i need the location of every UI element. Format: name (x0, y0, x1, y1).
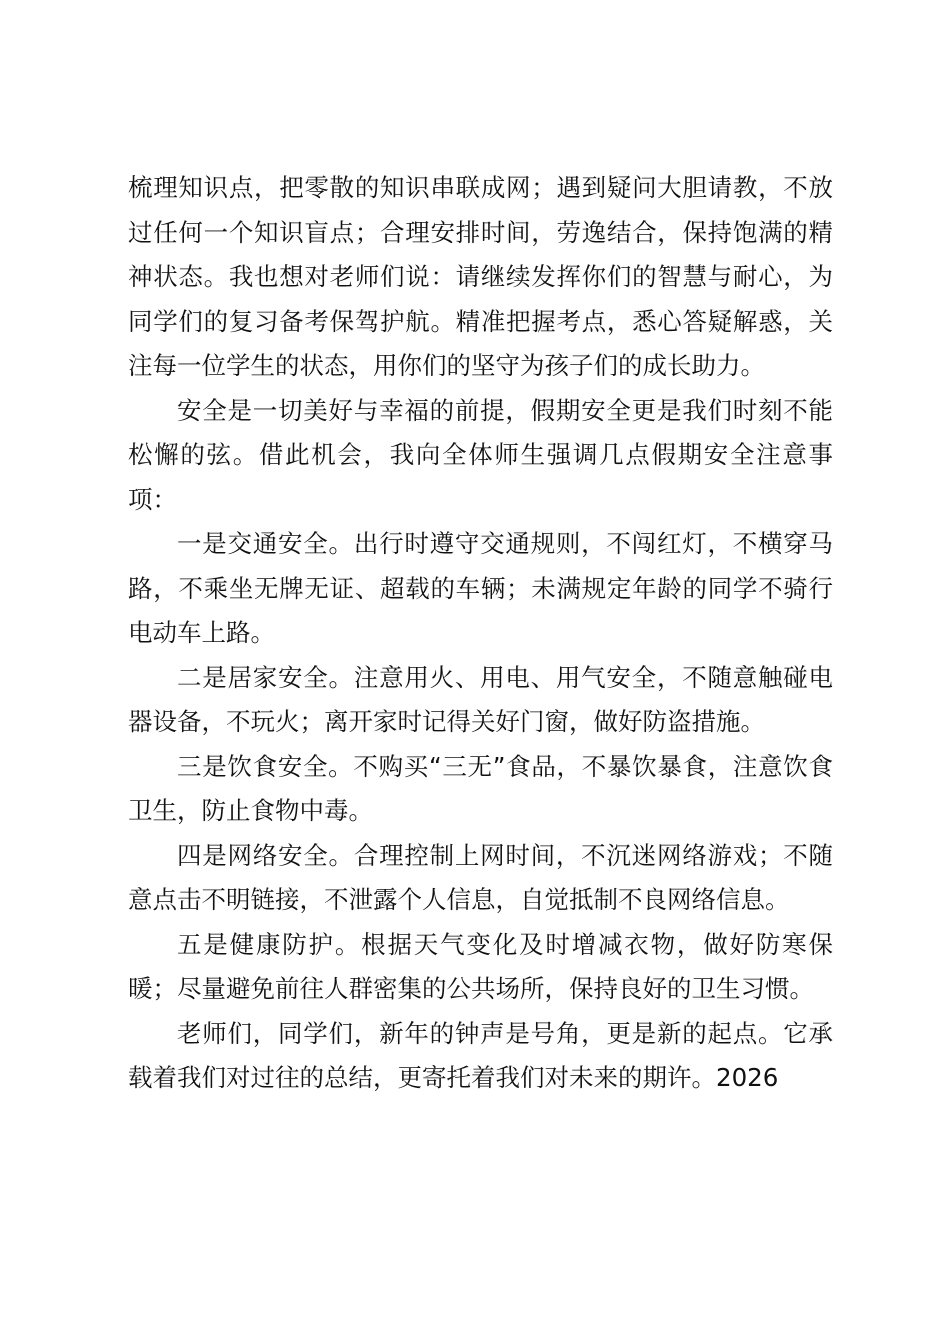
document-body (128, 166, 833, 1101)
paragraph-safety-intro: 安全是一切美好与幸福的前提，假期安全更是我们时刻不能松懈的弦。借此机会，我向全体师生强调几点假期安全注意事项： (128, 395, 833, 514)
paragraph-study-advice: 梳理知识点，把零散的知识串联成网；遇到疑问大胆请教，不放过任何一个知识盲点；合理安排时间，劳逸结合，保持饱满的精神状态。我也想对老师们说：请继续发挥你们的智慧与耐心，为同学们的复习备考保驾护航。精准把握考点，悉心答疑解惑，关注每一位学生的状态，用你们的坚守为孩子们的成长助力。 (128, 173, 833, 380)
paragraph-traffic-safety: 一是交通安全。出行时遵守交通规则，不闯红灯，不横穿马路，不乘坐无牌无证、超载的车辆；未满规定年龄的同学不骑行电动车上路。 (128, 529, 833, 647)
paragraph-health-protection: 五是健康防护。根据天气变化及时增减衣物，做好防寒保暖；尽量避免前往人群密集的公共场所，保持良好的卫生习惯。 (128, 929, 833, 1003)
paragraph-new-year: 老师们，同学们，新年的钟声是号角，更是新的起点。它承载着我们对过往的总结，更寄托着我们对未来的期许。2026 (128, 1018, 833, 1092)
paragraph-home-safety: 二是居家安全。注意用火、用电、用气安全，不随意触碰电器设备，不玩火；离开家时记得关好门窗，做好防盗措施。 (128, 662, 833, 736)
paragraph-food-safety: 三是饮食安全。不购买“三无”食品，不暴饮暴食，注意饮食卫生，防止食物中毒。 (128, 751, 833, 825)
paragraph-network-safety: 四是网络安全。合理控制上网时间，不沉迷网络游戏；不随意点击不明链接，不泄露个人信息，自觉抵制不良网络信息。 (128, 840, 833, 914)
